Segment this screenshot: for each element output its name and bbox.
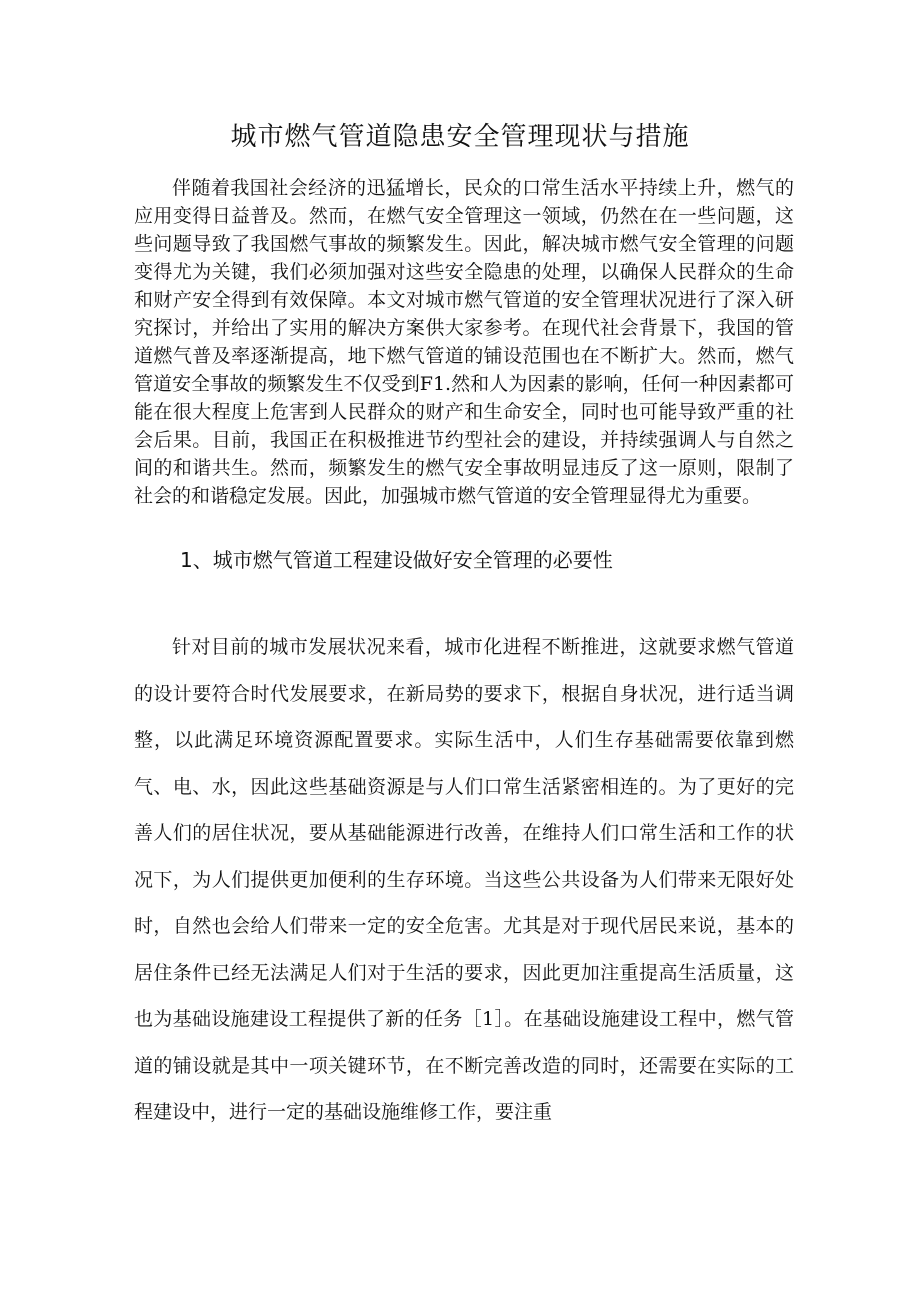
intro-paragraph: 伴随着我国社会经济的迅猛增长，民众的口常生活水平持续上升，燃气的应用变得日益普及。然而，在燃气安全管理这一领域，仍然在在一些问题，这些问题导致了我国燃气事故的频繁发生。因此，解决城市燃气安全管理的问题变得尤为关键，我们必须加强对这些安全隐患的处理，以确保人民群众的生命和财产安全得到有效保障。本文对城市燃气管道的安全管理状况进行了深入研究探讨，并给出了实用的解决方案供大家参考。在现代社会背景下，我国的管道燃气普及率逐渐提高，地下燃气管道的铺设范围也在不断扩大。然而，燃气管道安全事故的频繁发生不仅受到F1.然和人为因素的影响，任何一种因素都可能在很大程度上危害到人民群众的财产和生命安全，同时也可能导致严重的社会后果。目前，我国正在积极推进节约型社会的建设，并持续强调人与自然之间的和谐共生。然而，频繁发生的燃气安全事故明显违反了这一原则，限制了社会的和谐稳定发展。因此，加强城市燃气管道的安全管理显得尤为重要。	[134, 177, 794, 507]
section-heading: 1、城市燃气管道工程建设做好安全管理的必要性	[180, 548, 613, 572]
document-title: 城市燃气管道隐患安全管理现状与措施	[230, 122, 690, 152]
section-paragraph: 针对目前的城市发展状况来看，城市化进程不断推进，这就要求燃气管道的设计要符合时代发展要求，在新局势的要求下，根据自身状况，进行适当调整，以此满足环境资源配置要求。实际生活中，人们生存基础需要依靠到燃气、电、水，因此这些基础资源是与人们口常生活紧密相连的。为了更好的完善人们的居住状况，要从基础能源进行改善，在维持人们口常生活和工作的状况下，为人们提供更加便利的生存环境。当这些公共设备为人们带来无限好处时，自然也会给人们带来一定的安全危害。尤其是对于现代居民来说，基本的居住条件已经无法满足人们对于生活的要求，因此更加注重提高生活质量，这也为基础设施建设工程提供了新的任务［1］。在基础设施建设工程中，燃气管道的铺设就是其中一项关键环节，在不断完善改造的同时，还需要在实际的工程建设中，进行一定的基础设施维修工作，要注重	[134, 636, 794, 1123]
